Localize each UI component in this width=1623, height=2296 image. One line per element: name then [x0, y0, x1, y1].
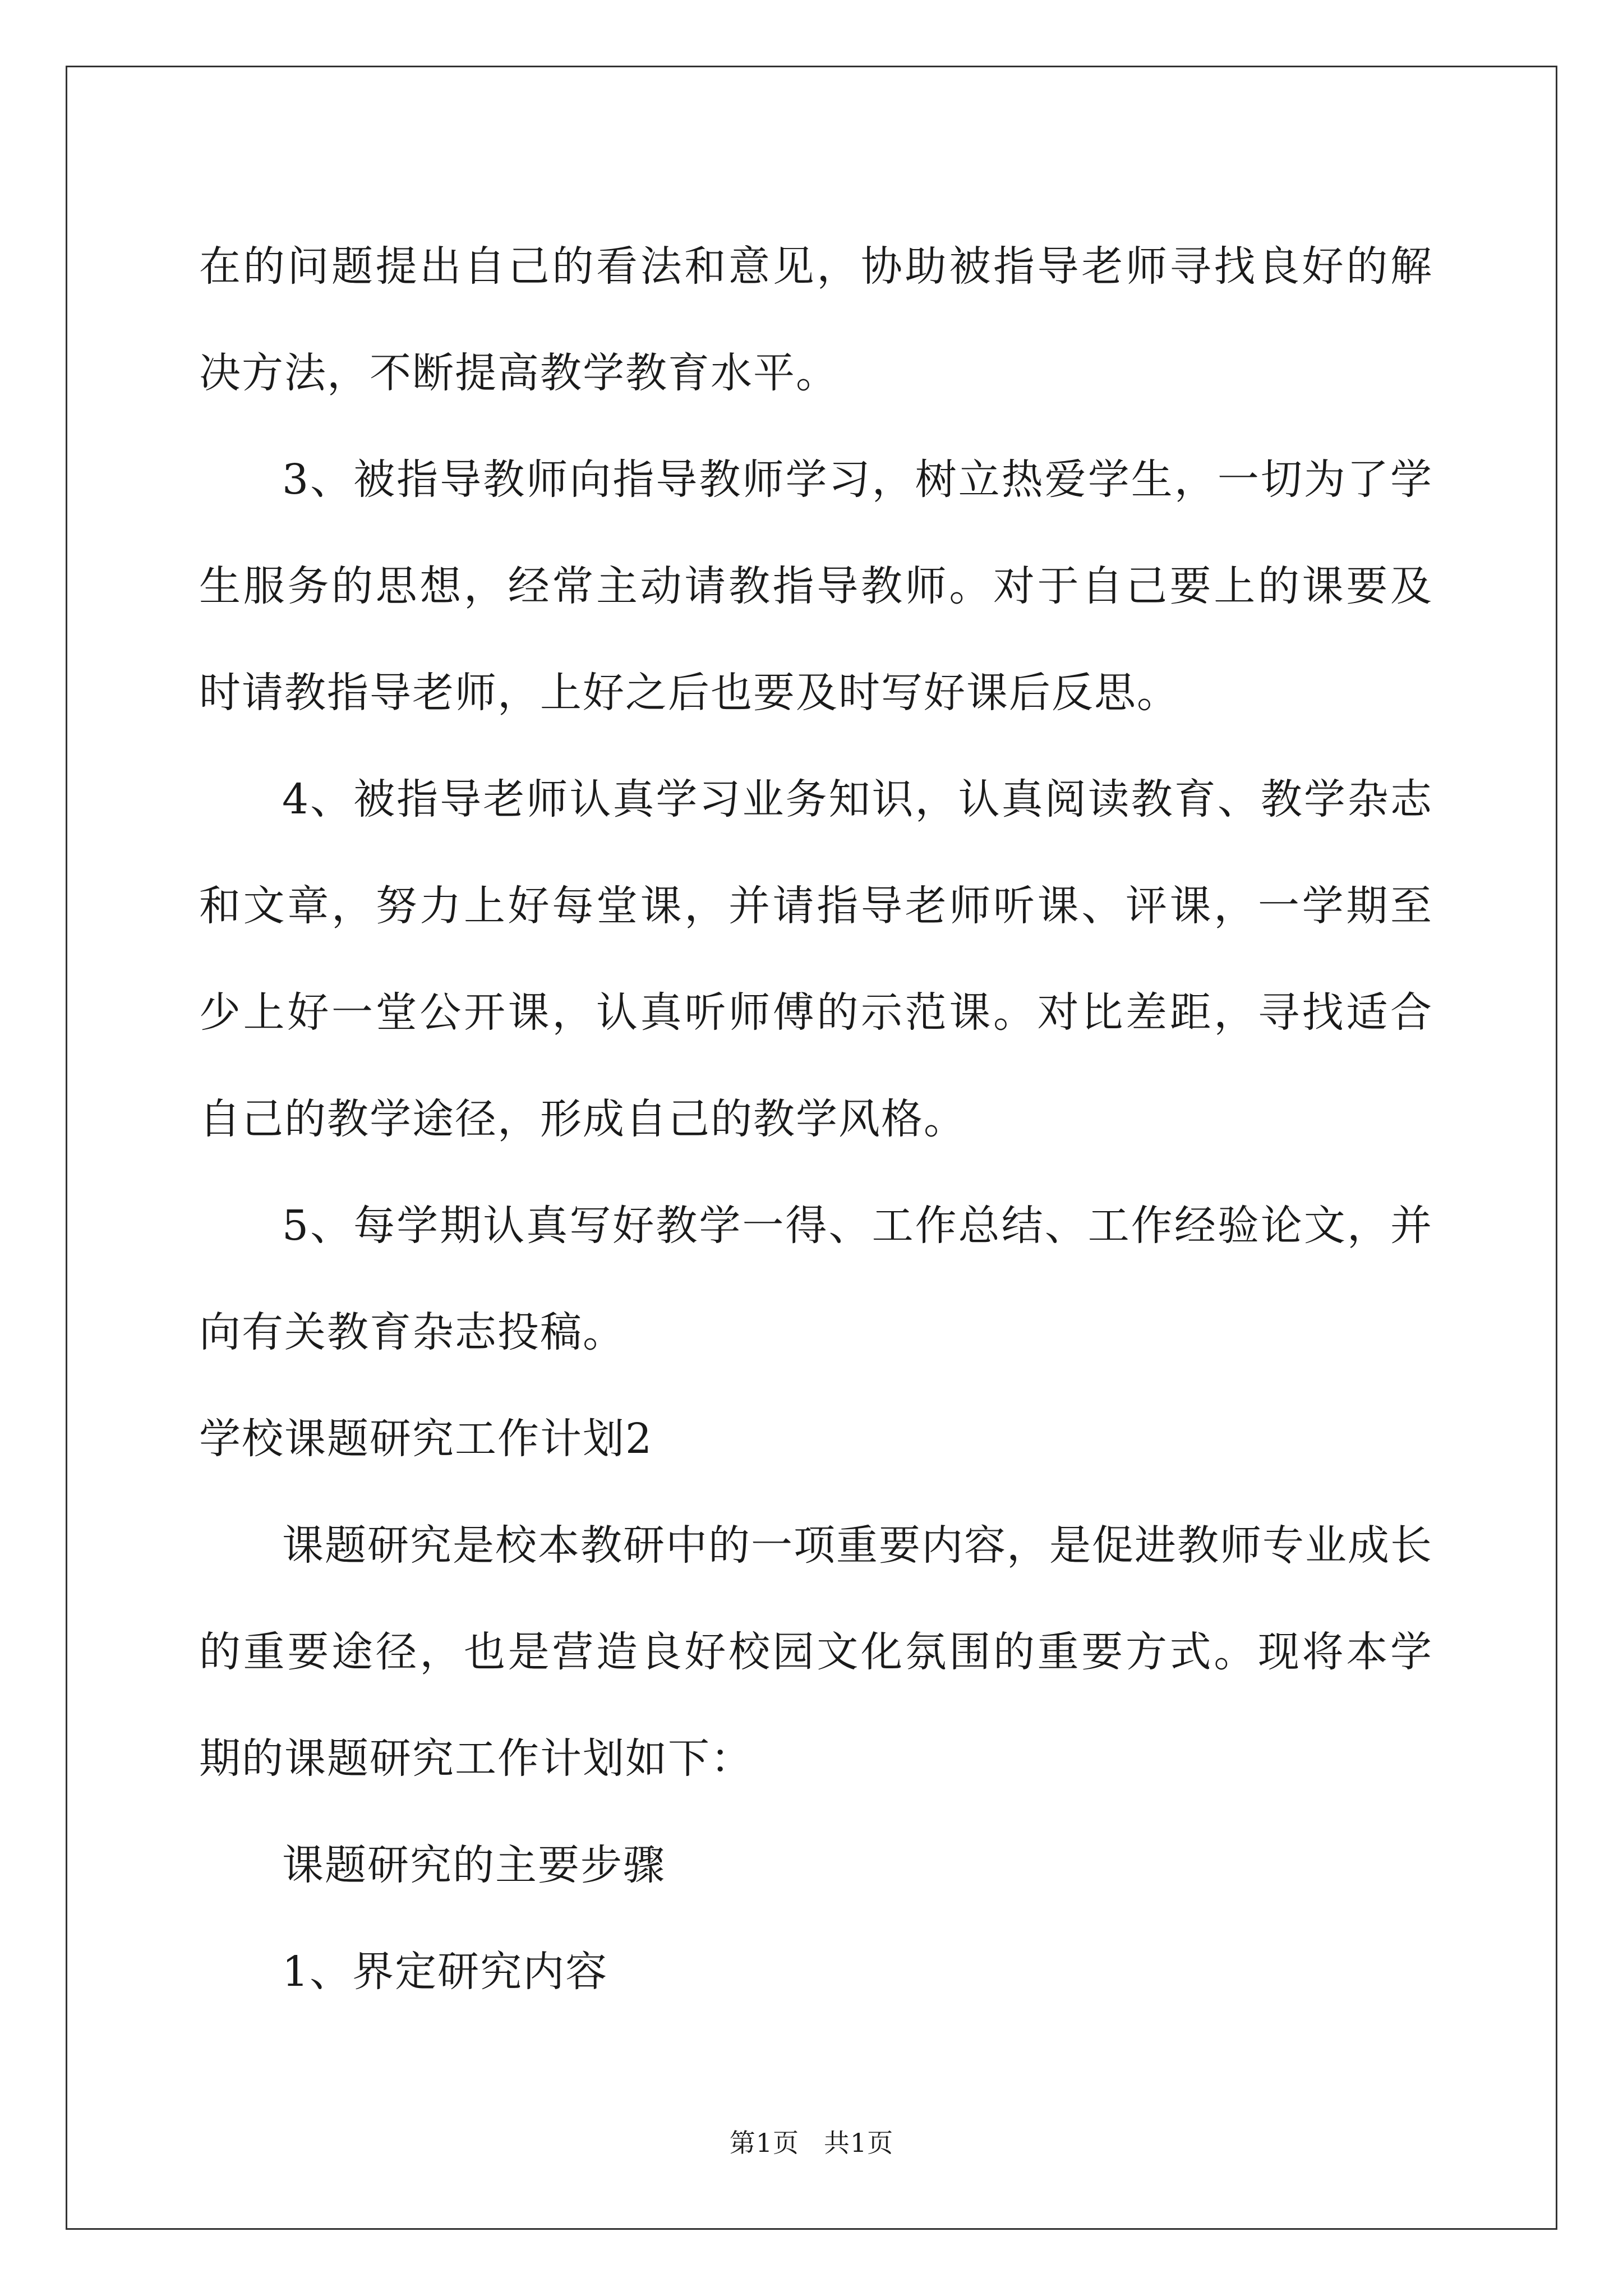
page-footer	[0, 2126, 1623, 2160]
paragraph-item-4: 4、被指导老师认真学习业务知识，认真阅读教育、教学杂志和文章，努力上好每堂课，并请指导老师听课、评课，一学期至少上好一堂公开课，认真听师傅的示范课。对比差距，寻找适合自己的教学途径，形成自己的教学风格。	[199, 775, 1433, 1143]
page-number: 第1页	[729, 2128, 799, 2158]
paragraph-continuation: 在的问题提出自己的看法和意见，协助被指导老师寻找良好的解决方法，不断提高教学教育水平。	[199, 242, 1433, 397]
section-title: 学校课题研究工作计划2	[199, 1415, 653, 1463]
subheading-main-steps: 课题研究的主要步骤	[282, 1841, 666, 1889]
paragraph-item-5: 5、每学期认真写好教学一得、工作总结、工作经验论文，并向有关教育杂志投稿。	[199, 1202, 1433, 1356]
step-item-1: 1、界定研究内容	[282, 1948, 608, 1996]
page-total: 共1页	[824, 2128, 894, 2158]
paragraph-item-3: 3、被指导教师向指导教师学习，树立热爱学生，一切为了学生服务的思想，经常主动请教指导教师。对于自己要上的课要及时请教指导老师，上好之后也要及时写好课后反思。	[199, 455, 1433, 717]
paragraph-intro: 课题研究是校本教研中的一项重要内容，是促进教师专业成长的重要途径，也是营造良好校园文化氛围的重要方式。现将本学期的课题研究工作计划如下：	[199, 1521, 1433, 1783]
document-body	[199, 213, 1433, 2025]
